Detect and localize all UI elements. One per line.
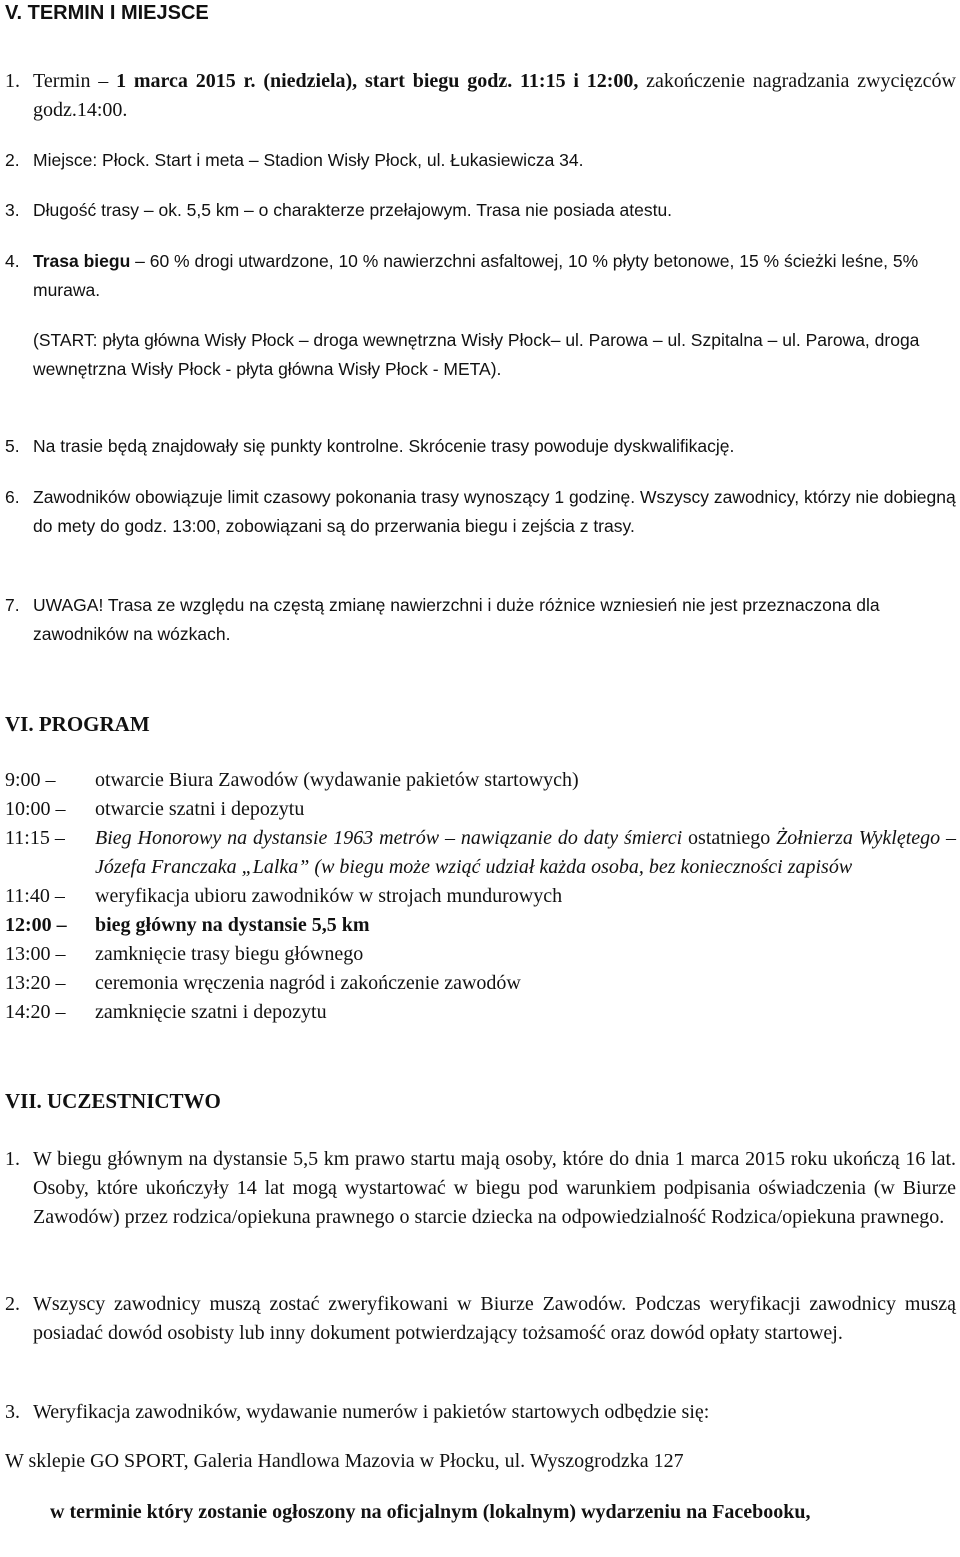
schedule-time: 11:40 –	[5, 885, 65, 907]
list-text: Wszyscy zawodnicy muszą zostać zweryfikowani w Biurze Zawodów. Podczas weryfikacji zawodnicy muszą posiadać dowód osobisty lub inny dokument potwierdzający tożsamość oraz dowód opłaty startowej.	[33, 1293, 956, 1344]
list-item-prawo-startu	[5, 1145, 956, 1232]
schedule-desc: otwarcie Biura Zawodów (wydawanie pakietów startowych)	[95, 769, 579, 791]
list-item-miejsce	[5, 146, 956, 175]
list-item-uwaga	[5, 591, 956, 649]
list-item-punkty	[5, 432, 956, 461]
list-number: 6.	[5, 487, 20, 507]
list-number: 1.	[5, 70, 20, 92]
schedule-desc: zamknięcie szatni i depozytu	[95, 1001, 327, 1023]
program-schedule	[5, 766, 956, 1027]
schedule-row	[5, 940, 956, 969]
list-number: 2.	[5, 150, 20, 170]
verification-location: W sklepie GO SPORT, Galeria Handlowa Mazovia w Płocku, ul. Wyszogrodzka 127	[5, 1450, 684, 1472]
schedule-desc: otwarcie szatni i depozytu	[95, 798, 305, 820]
list-item-termin	[5, 67, 956, 125]
list-number: 4.	[5, 251, 20, 271]
schedule-row	[5, 795, 956, 824]
route-description: (START: płyta główna Wisły Płock – droga wewnętrzna Wisły Płock– ul. Parowa – ul. Szpitalna – ul. Parowa, droga wewnętrzna Wisły Płock - płyta główna Wisły Płock - META).	[33, 330, 920, 379]
list-text: W biegu głównym na dystansie 5,5 km prawo startu mają osoby, które do dnia 1 marca 2015 roku ukończą 16 lat. Osoby, które ukończyły 14 lat mogą wystartować w biegu pod warunkiem podpisania oświadczenia (w Biurze Zawodów) przez rodzica/opiekuna prawnego o starcie dziecka na odpowiedzialność Rodzica/opiekuna prawnego.	[33, 1148, 956, 1228]
list-text: Trasa biegu – 60 % drogi utwardzone, 10 % nawierzchni asfaltowej, 10 % płyty betonowe, 15 % ścieżki leśne, 5% murawa.	[33, 251, 919, 300]
verification-date-note: w terminie który zostanie ogłoszony na oficjalnym (lokalnym) wydarzeniu na Facebooku,	[50, 1501, 811, 1523]
schedule-time: 14:20 –	[5, 1001, 66, 1023]
schedule-time: 13:20 –	[5, 972, 66, 994]
schedule-desc: zamknięcie trasy biegu głównego	[95, 943, 364, 965]
list-item-weryfikacja	[5, 1290, 956, 1348]
schedule-row	[5, 969, 956, 998]
list-item-miejsce-weryfikacji	[5, 1398, 956, 1427]
schedule-time: 12:00 –	[5, 914, 67, 936]
schedule-desc: bieg główny na dystansie 5,5 km	[95, 914, 370, 936]
schedule-desc: weryfikacja ubioru zawodników w strojach mundurowych	[95, 885, 563, 907]
schedule-row-main-race	[5, 911, 956, 940]
schedule-desc: ceremonia wręczenia nagród i zakończenie zawodów	[95, 972, 521, 994]
list-number: 1.	[5, 1148, 20, 1170]
list-item-dlugosc	[5, 196, 956, 225]
list-text: Na trasie będą znajdowały się punkty kontrolne. Skrócenie trasy powoduje dyskwalifikację.	[33, 436, 735, 456]
list-item-trasa	[5, 247, 956, 305]
schedule-time: 11:15 –	[5, 827, 65, 849]
schedule-time: 10:00 –	[5, 798, 66, 820]
schedule-row	[5, 882, 956, 911]
section-heading-uczestnictwo: VII. UCZESTNICTWO	[5, 1089, 221, 1113]
schedule-row	[5, 766, 956, 795]
list-text: Długość trasy – ok. 5,5 km – o charakterze przełajowym. Trasa nie posiada atestu.	[33, 200, 673, 220]
schedule-row	[5, 998, 956, 1027]
list-number: 7.	[5, 595, 20, 615]
section-heading-termin: V. TERMIN I MIEJSCE	[5, 2, 209, 24]
list-number: 3.	[5, 200, 20, 220]
list-text: Zawodników obowiązuje limit czasowy pokonania trasy wynoszący 1 godzinę. Wszyscy zawodnicy, którzy nie dobiegną do mety do godz. 13:00, zobowiązani są do przerwania biegu i zejścia z trasy.	[33, 487, 956, 536]
list-number: 3.	[5, 1401, 20, 1423]
list-text: Termin – 1 marca 2015 r. (niedziela), start biegu godz. 11:15 i 12:00, zakończenie nagradzania zwycięzców godz.14:00.	[33, 70, 956, 121]
list-number: 2.	[5, 1293, 20, 1315]
schedule-row	[5, 824, 956, 882]
schedule-desc: Bieg Honorowy na dystansie 1963 metrów – nawiązanie do daty śmierci ostatniego Żołnierza Wyklętego – Józefa Franczaka „Lalka” (w biegu może wziąć udział każda osoba, bez konieczności zapisów	[95, 827, 957, 878]
list-item-limit	[5, 483, 956, 541]
list-number: 5.	[5, 436, 20, 456]
list-text: UWAGA! Trasa ze względu na częstą zmianę nawierzchni i duże różnice wzniesień nie jest przeznaczona dla zawodników na wózkach.	[33, 595, 880, 644]
schedule-time: 9:00 –	[5, 769, 56, 791]
list-text: Miejsce: Płock. Start i meta – Stadion Wisły Płock, ul. Łukasiewicza 34.	[33, 150, 584, 170]
section-heading-program: VI. PROGRAM	[5, 712, 150, 736]
schedule-time: 13:00 –	[5, 943, 66, 965]
list-text: Weryfikacja zawodników, wydawanie numerów i pakietów startowych odbędzie się:	[33, 1401, 710, 1423]
